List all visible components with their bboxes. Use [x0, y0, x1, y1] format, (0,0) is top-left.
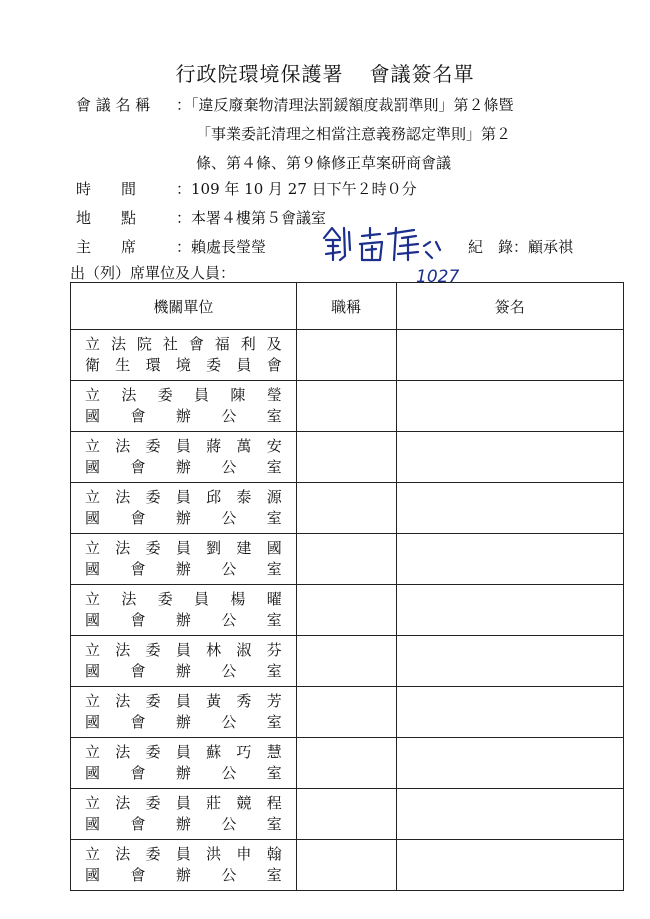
recorder-label: 紀 錄	[468, 238, 514, 256]
organization-line: 國 會 辦 公 室	[85, 509, 282, 527]
signature-cell[interactable]	[396, 381, 623, 432]
organization-line: 國 會 辦 公 室	[85, 866, 282, 884]
chair-value: ：賴處長瑩瑩	[176, 238, 267, 256]
table-row	[71, 330, 624, 381]
header-organization: 機關單位	[71, 283, 297, 330]
signature-cell[interactable]	[396, 789, 623, 840]
organization-cell	[71, 330, 297, 381]
organization-cell	[71, 585, 297, 636]
title-cell[interactable]	[296, 687, 396, 738]
table-row	[71, 585, 624, 636]
organization-line: 立 法 委 員 黃 秀 芳	[85, 692, 282, 710]
table-row	[71, 789, 624, 840]
table-row	[71, 483, 624, 534]
table-row	[71, 381, 624, 432]
title-cell[interactable]	[296, 585, 396, 636]
table-row	[71, 738, 624, 789]
organization-line: 國 會 辦 公 室	[85, 611, 282, 629]
title-cell[interactable]	[296, 483, 396, 534]
signature-cell[interactable]	[396, 432, 623, 483]
table-row	[71, 840, 624, 891]
signature-cell[interactable]	[396, 840, 623, 891]
organization-line: 立 法 院 社 會 福 利 及	[85, 335, 282, 353]
time-label: 時 間	[76, 180, 137, 198]
document-name: 會議簽名單	[369, 62, 475, 86]
organization-line: 立 法 委 員 蔣 萬 安	[85, 437, 282, 455]
attendance-table	[70, 282, 624, 891]
organization-cell	[71, 483, 297, 534]
time-value: ：109 年 10 月 27 日下午２時０分	[176, 180, 417, 198]
organization-cell	[71, 636, 297, 687]
title-cell[interactable]	[296, 789, 396, 840]
organization-cell	[71, 738, 297, 789]
header-signature: 簽名	[396, 283, 623, 330]
signature-cell[interactable]	[396, 534, 623, 585]
signature-cell[interactable]	[396, 585, 623, 636]
meeting-name-line-1: ：「違反廢棄物清理法罰鍰額度裁罰準則」第２條暨	[176, 96, 514, 114]
title-cell[interactable]	[296, 381, 396, 432]
organization-line: 立 法 委 員 陳 瑩	[85, 386, 282, 404]
organization-line: 立 法 委 員 林 淑 芬	[85, 641, 282, 659]
organization-line: 立 法 委 員 楊 曜	[85, 590, 282, 608]
organization-line: 立 法 委 員 莊 競 程	[85, 794, 282, 812]
meeting-name-line-2: 「事業委託清理之相當注意義務認定準則」第２	[196, 125, 512, 143]
table-header-row	[71, 283, 624, 330]
table-row	[71, 636, 624, 687]
organization-line: 國 會 辦 公 室	[85, 764, 282, 782]
title-cell[interactable]	[296, 738, 396, 789]
organization-cell	[71, 534, 297, 585]
organization-line: 國 會 辦 公 室	[85, 662, 282, 680]
meeting-name-label: 會 議 名 稱	[76, 96, 151, 114]
signature-cell[interactable]	[396, 483, 623, 534]
organization-line: 國 會 辦 公 室	[85, 815, 282, 833]
title-cell[interactable]	[296, 432, 396, 483]
chair-label: 主 席	[76, 238, 137, 256]
organization-line: 立 法 委 員 洪 申 翰	[85, 845, 282, 863]
organization-cell	[71, 687, 297, 738]
signature-cell[interactable]	[396, 330, 623, 381]
signature-date: 1027	[416, 267, 460, 286]
signature-cell[interactable]	[396, 636, 623, 687]
organization-cell	[71, 789, 297, 840]
organization-line: 立 法 委 員 蘇 巧 慧	[85, 743, 282, 761]
organization-cell	[71, 381, 297, 432]
title-cell[interactable]	[296, 330, 396, 381]
place-label: 地 點	[76, 209, 137, 227]
table-row	[71, 687, 624, 738]
organization-line: 立 法 委 員 劉 建 國	[85, 539, 282, 557]
handwritten-signature	[318, 216, 468, 286]
organization-cell	[71, 432, 297, 483]
attendees-label: 出（列）席單位及人員：	[70, 264, 236, 282]
table-row	[71, 534, 624, 585]
signature-cell[interactable]	[396, 738, 623, 789]
recorder	[468, 236, 573, 257]
organization-cell	[71, 840, 297, 891]
agency-name: 行政院環境保護署	[175, 62, 344, 86]
title-cell[interactable]	[296, 534, 396, 585]
place-value: ：本署４樓第５會議室	[176, 209, 327, 227]
organization-line: 國 會 辦 公 室	[85, 407, 282, 425]
organization-line: 國 會 辦 公 室	[85, 560, 282, 578]
page-title	[0, 58, 650, 87]
organization-line: 立 法 委 員 邱 泰 源	[85, 488, 282, 506]
recorder-value: ：顧承祺	[513, 238, 574, 256]
organization-line: 國 會 辦 公 室	[85, 713, 282, 731]
organization-line: 國 會 辦 公 室	[85, 458, 282, 476]
organization-line: 衛 生 環 境 委 員 會	[85, 356, 282, 374]
header-title: 職稱	[296, 283, 396, 330]
meeting-name-line-3: 條、第４條、第９條修正草案研商會議	[196, 154, 452, 172]
table-row	[71, 432, 624, 483]
title-cell[interactable]	[296, 636, 396, 687]
title-cell[interactable]	[296, 840, 396, 891]
signature-cell[interactable]	[396, 687, 623, 738]
